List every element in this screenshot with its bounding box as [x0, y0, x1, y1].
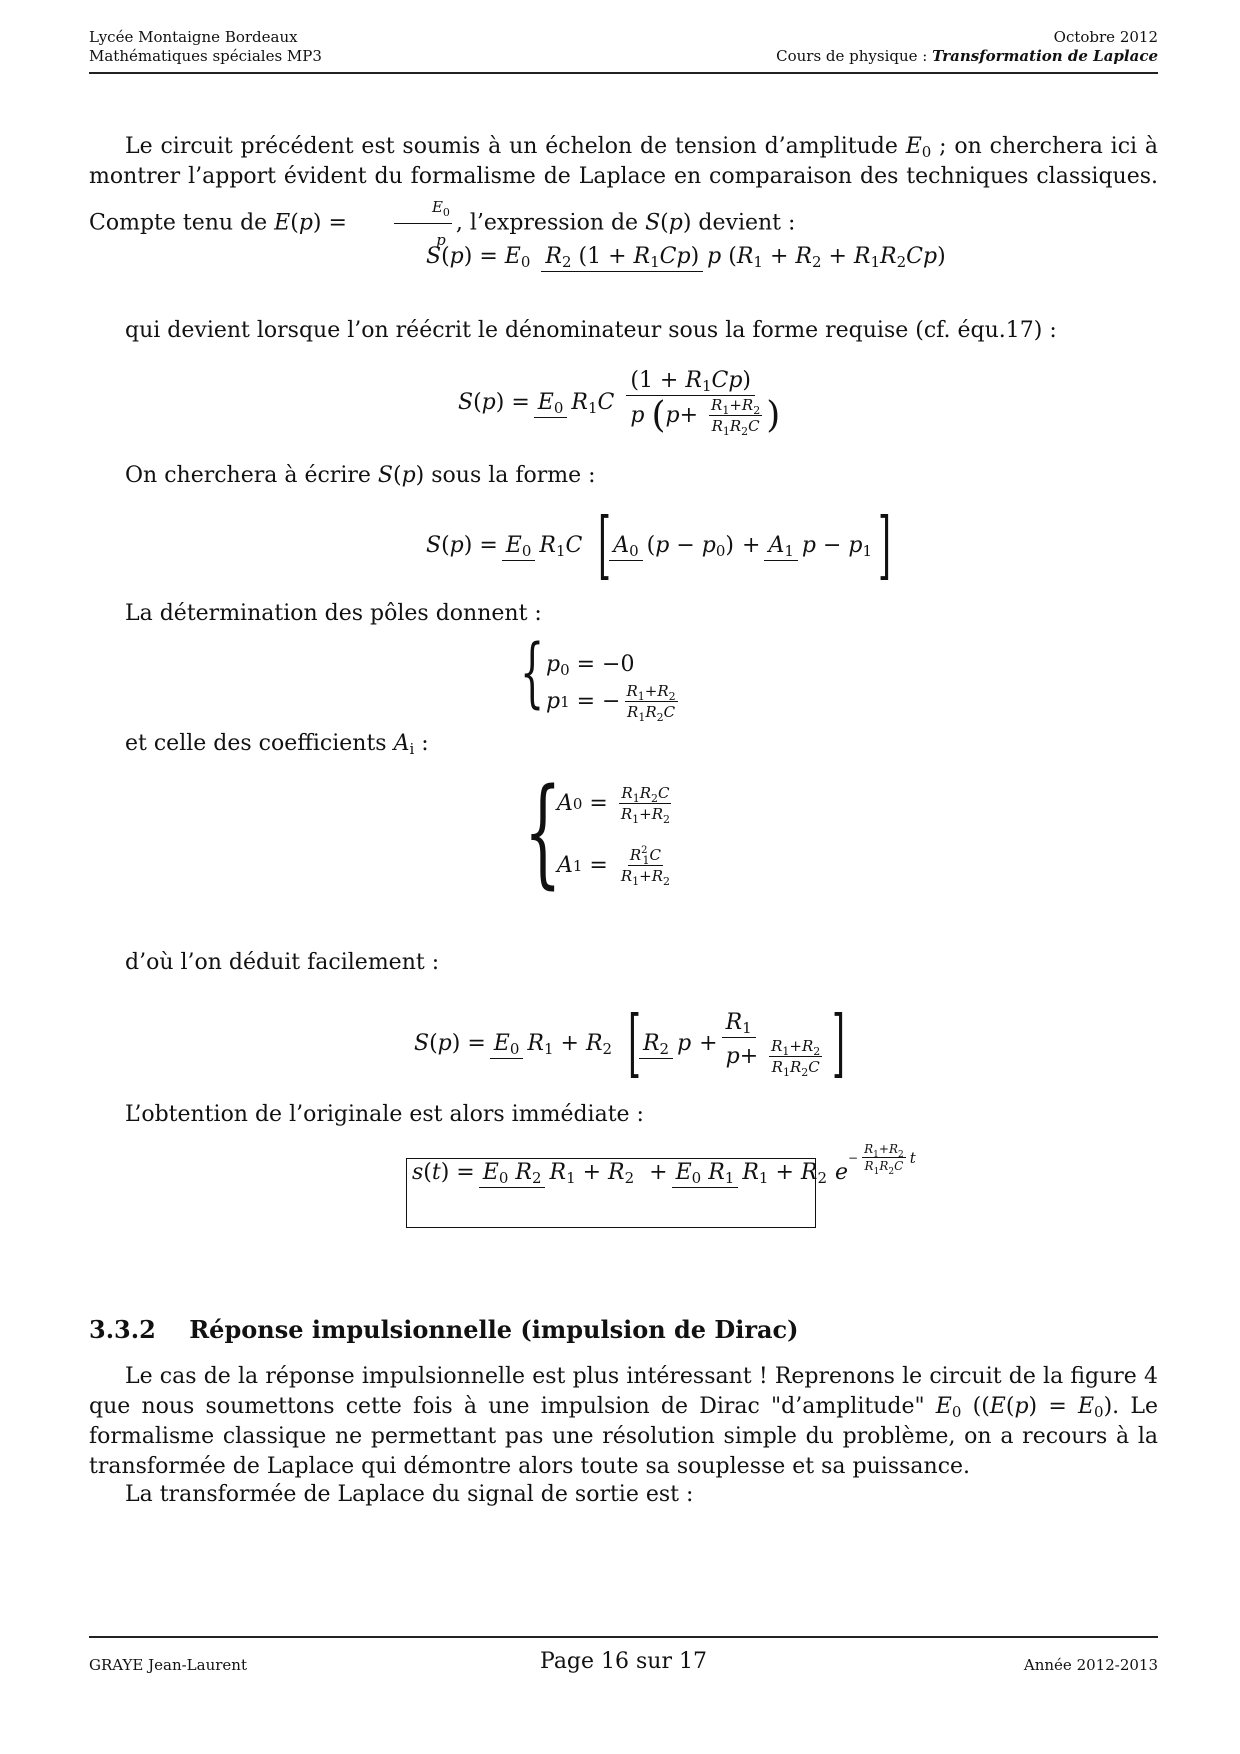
paragraph-dirac: Le cas de la réponse impulsionnelle est plus intéressant ! Reprenons le circuit de la figure 4 que nous soumettons cette fois à une impulsion de Dirac "d’amplitude" $E_0$ ($(E(p) = E_0)$. Le formalisme classique ne permettant pas une résolution simple du problème, on a recours à la transformée de Laplace qui démontre alors toute sa souplesse et sa puissance.	[89, 1364, 1158, 1479]
text-deduction: d’où l’on déduit facilement :	[125, 950, 440, 975]
text-poles: La détermination des pôles donnent :	[125, 601, 542, 626]
course-label: Cours de physique :	[776, 47, 928, 65]
section-heading: 3.3.2 Réponse impulsionnelle (impulsion de Dirac)	[89, 1315, 799, 1344]
class-name: Mathématiques spéciales MP3	[89, 47, 322, 65]
chapter-title: Transformation de Laplace	[932, 47, 1158, 65]
text-coefficients: et celle des coefficients $A_i$ :	[125, 731, 429, 758]
page-number: Page 16 sur 17	[540, 1649, 707, 1674]
text-original: L’obtention de l’originale est alors immédiate :	[125, 1102, 644, 1127]
paragraph-intro: Le circuit précédent est soumis à un échelon de tension d’amplitude $E_0$ ; on cherchera ici à montrer l’apport évident du formalisme de Laplace en comparaison des techniques classiques. Compte tenu de E(p) = $\frac{E_0}{p}$ , l’expression de S(p) devient :	[89, 134, 1158, 249]
author: GRAYE Jean-Laurent	[89, 1656, 247, 1674]
page-footer	[89, 1636, 1158, 1674]
header-right	[776, 28, 1158, 66]
school-name: Lycée Montaigne Bordeaux	[89, 28, 298, 46]
equation-sp-result: S(p) = $E_0$ $R_1 + R_2$ [ $R_2$ p + $R_1$ p + $\frac{R_1+R_2}{R_1R_2C}$ ]	[414, 1000, 846, 1086]
header-left	[89, 28, 322, 66]
equation-sp-2: S(p) = $E_0$ $R_1C$ $(1 + R_1Cp)$ p ( p + $\frac{R_1+R_2}{R_1R_2C}$ )	[458, 368, 781, 438]
school-year: Année 2012-2013	[1023, 1656, 1158, 1674]
equation-sp-form: S(p) = $E_0$ $R_1C$ [ $A_0$ $(p - p_0)$ + $A_1$ $p - p_1$ ]	[426, 502, 891, 588]
text-output-transform: La transformée de Laplace du signal de sortie est :	[125, 1482, 694, 1507]
text-form-intro: On cherchera à écrire S(p) sous la forme :	[125, 463, 596, 488]
date: Octobre 2012	[1053, 28, 1158, 46]
text-denominator: qui devient lorsque l’on réécrit le dénominateur sous la forme requise (cf. équ.17) :	[125, 318, 1057, 343]
equation-sp-1: $S(p) = E_0$ $R_2$ $(1 + R_1Cp)$ p $(R_1 + R_2 + R_1R_2Cp)$	[426, 244, 946, 271]
equation-st: s(t) = $E_0$ $R_2$ $R_1 + R_2$ + $E_0$ $R_1$ $R_1 + R_2$ e − $R_1+R_2$ $R_1R_2C$ t	[412, 1142, 916, 1187]
page-header	[89, 28, 1158, 74]
